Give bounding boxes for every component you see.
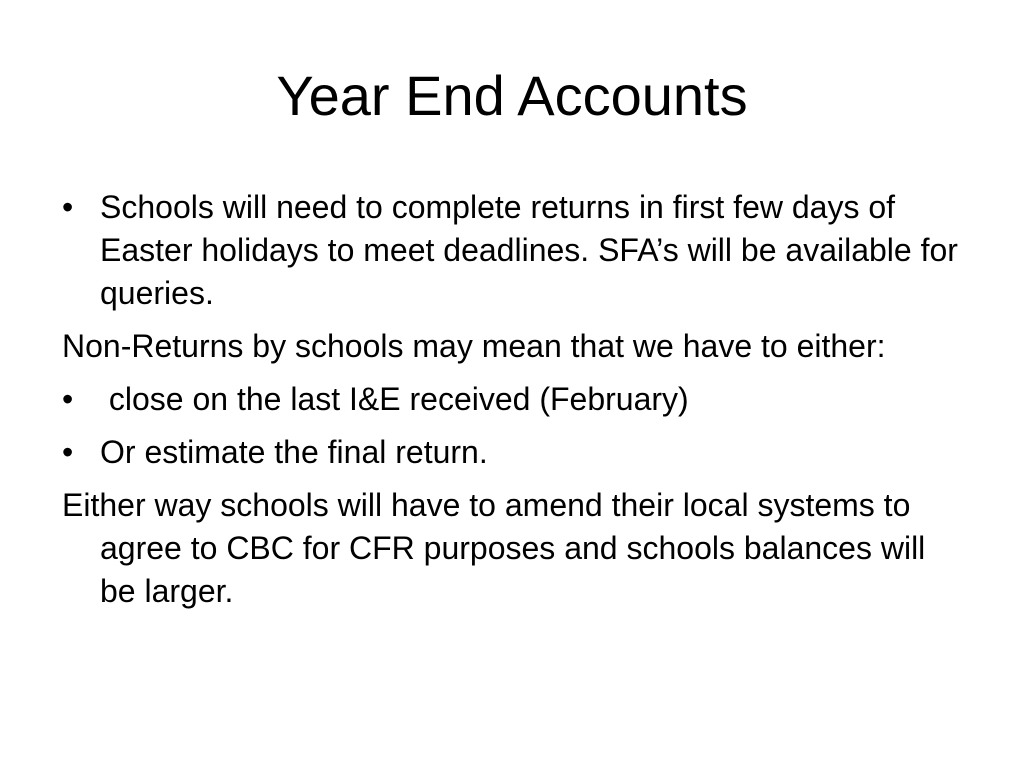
plain-paragraph bbox=[62, 484, 962, 613]
bullet-paragraph bbox=[62, 378, 962, 421]
bullet-paragraph bbox=[62, 186, 962, 315]
paragraph-text: Schools will need to complete returns in first few days of Easter holidays to meet deadlines. SFA’s will be available for queries. bbox=[100, 189, 958, 311]
paragraph-text: close on the last I&E received (February) bbox=[100, 381, 689, 417]
paragraph-text: Or estimate the final return. bbox=[100, 434, 488, 470]
bullet-icon: • bbox=[62, 434, 74, 470]
paragraph-text: Either way schools will have to amend their local systems to agree to CBC for CFR purposes and schools balances will be larger. bbox=[62, 487, 926, 609]
bullet-paragraph bbox=[62, 431, 962, 474]
bullet-icon: • bbox=[62, 189, 74, 225]
paragraph-text: Non-Returns by schools may mean that we have to either: bbox=[62, 328, 886, 364]
slide-title: Year End Accounts bbox=[276, 64, 748, 127]
bullet-icon: • bbox=[62, 381, 74, 417]
slide-body bbox=[62, 186, 962, 623]
plain-paragraph bbox=[62, 325, 962, 368]
